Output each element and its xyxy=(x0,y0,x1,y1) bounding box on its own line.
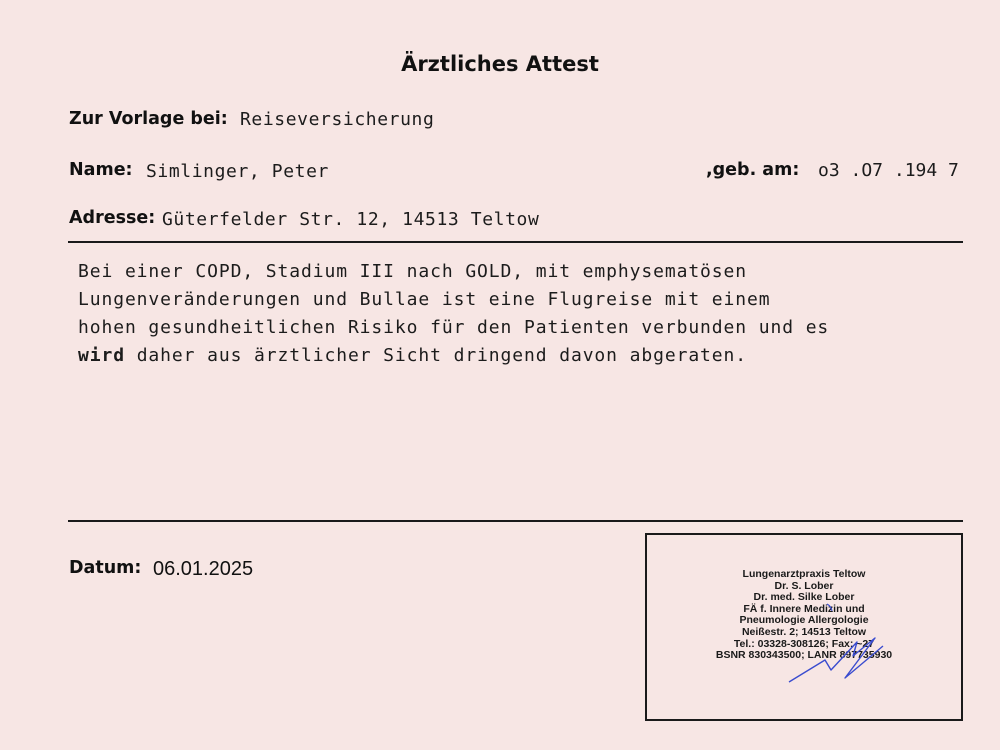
address-value: Güterfelder Str. 12, 14513 Teltow xyxy=(162,209,540,230)
body-bold-word: wird xyxy=(78,345,125,366)
document-title: Ärztliches Attest xyxy=(401,52,599,76)
body-line-4 xyxy=(78,342,958,370)
header-divider xyxy=(68,241,963,243)
birth-value: o3 .O7 .194 7 xyxy=(818,160,959,181)
stamp-line-4: FÄ f. Innere Medizin und xyxy=(743,602,865,615)
footer-divider xyxy=(68,520,963,522)
date-label: Datum: xyxy=(69,558,142,578)
stamp-line-3: Dr. med. Silke Lober xyxy=(753,591,855,604)
body-line-2: Lungenveränderungen und Bullae ist eine Flugreise mit einem xyxy=(78,289,771,310)
stamp-line-1: Lungenarztpraxis Teltow xyxy=(742,568,866,580)
body-line-1: Bei einer COPD, Stadium III nach GOLD, mit emphysematösen xyxy=(78,261,748,282)
signature-icon xyxy=(707,590,937,700)
stamp-line-6: Neißestr. 2; 14513 Teltow xyxy=(741,625,867,638)
stamp-line-7: Tel.: 03328-308126; Fax: ~27 xyxy=(733,637,875,650)
recipient-label: Zur Vorlage bei: xyxy=(69,109,228,129)
name-label: Name: xyxy=(69,160,133,180)
attest-body xyxy=(78,258,958,370)
birth-label: ,geb. am: xyxy=(706,160,800,180)
name-value: Simlinger, Peter xyxy=(146,161,329,182)
recipient-value: Reiseversicherung xyxy=(240,109,435,130)
address-label: Adresse: xyxy=(69,208,156,228)
date-value: 06.01.2025 xyxy=(153,558,254,580)
doctor-stamp-box xyxy=(645,533,963,721)
stamp-line-2: Dr. S. Lober xyxy=(774,579,834,592)
stamp-line-8: BSNR 830343500; LANR 897735930 xyxy=(715,649,893,662)
body-line-4-rest: daher aus ärztlicher Sicht dringend davon abgeraten. xyxy=(124,345,748,366)
stamp-line-5: Pneumologie Allergologie xyxy=(739,614,869,627)
body-line-3: hohen gesundheitlichen Risiko für den Patienten verbunden und es xyxy=(78,317,830,338)
